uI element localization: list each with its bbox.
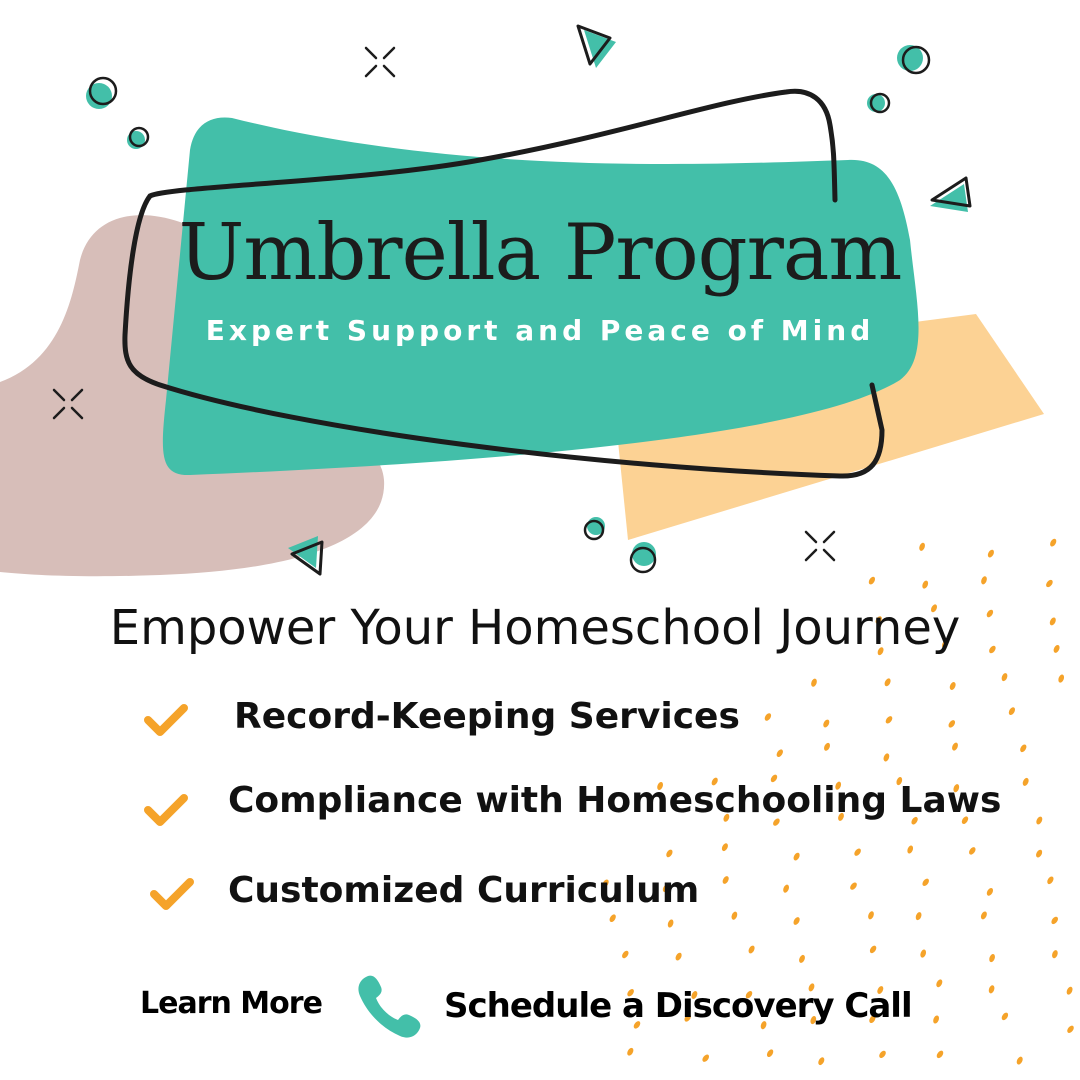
orange-dot [621, 950, 630, 960]
check-icon [142, 700, 192, 740]
orange-dot [883, 677, 891, 687]
orange-dot [747, 945, 756, 955]
orange-dot [918, 542, 926, 552]
orange-dot [674, 952, 683, 962]
orange-dot [1019, 743, 1028, 753]
orange-dot [626, 1047, 635, 1057]
feature-label: Compliance with Homeschooling Laws [228, 780, 1002, 821]
headline: Empower Your Homeschool Journey [109, 600, 961, 656]
orange-dot [1046, 875, 1055, 885]
check-icon [148, 874, 198, 914]
check-icon [142, 790, 192, 830]
orange-dot [935, 1049, 944, 1059]
orange-dot [906, 845, 914, 855]
orange-dot [766, 1048, 775, 1058]
orange-dot [980, 910, 988, 920]
orange-dot [988, 984, 996, 994]
orange-dot [947, 719, 956, 729]
orange-dot [1035, 849, 1044, 859]
orange-dot [1066, 1024, 1075, 1034]
orange-dot [792, 852, 801, 862]
orange-dot [1057, 674, 1065, 684]
orange-dot [968, 846, 977, 856]
orange-dot [882, 753, 890, 763]
orange-dot [921, 580, 929, 590]
orange-dot [1050, 915, 1059, 925]
feature-label: Record-Keeping Services [234, 696, 740, 737]
orange-dot [853, 847, 862, 857]
schedule-discovery-call-link[interactable]: Schedule a Discovery Call [444, 986, 912, 1026]
orange-dot [1065, 986, 1073, 996]
orange-dot [701, 1053, 710, 1063]
orange-dot [949, 681, 957, 691]
orange-dot [798, 954, 806, 964]
orange-dot [988, 953, 996, 963]
feature-item-compliance [140, 774, 1040, 834]
orange-dot [1015, 1056, 1023, 1066]
orange-dot [665, 848, 674, 858]
orange-dot [1051, 949, 1059, 959]
orange-dot [721, 842, 730, 852]
orange-dot [810, 678, 818, 688]
orange-dot [1000, 1011, 1009, 1021]
orange-dot [1008, 706, 1017, 716]
orange-dot [867, 576, 876, 586]
orange-dot [932, 1015, 940, 1025]
feature-label: Customized Curriculum [228, 870, 700, 911]
orange-dot [919, 949, 927, 959]
orange-dot [951, 742, 959, 752]
orange-dot [1045, 579, 1054, 589]
program-title: Umbrella Program [178, 208, 902, 298]
learn-more-link[interactable]: Learn More [140, 986, 322, 1021]
feature-item-record-keeping [140, 690, 940, 750]
orange-dot [869, 944, 878, 954]
feature-item-curriculum [140, 864, 940, 924]
phone-icon[interactable] [354, 972, 424, 1042]
orange-dot [1001, 672, 1009, 682]
orange-dot [987, 549, 996, 559]
orange-dot [986, 887, 995, 897]
orange-dot [1049, 538, 1058, 548]
orange-dot [980, 575, 988, 585]
program-subtitle: Expert Support and Peace of Mind [205, 314, 875, 347]
orange-dot [935, 978, 944, 988]
orange-dot [878, 1049, 887, 1059]
orange-dot [817, 1056, 826, 1066]
